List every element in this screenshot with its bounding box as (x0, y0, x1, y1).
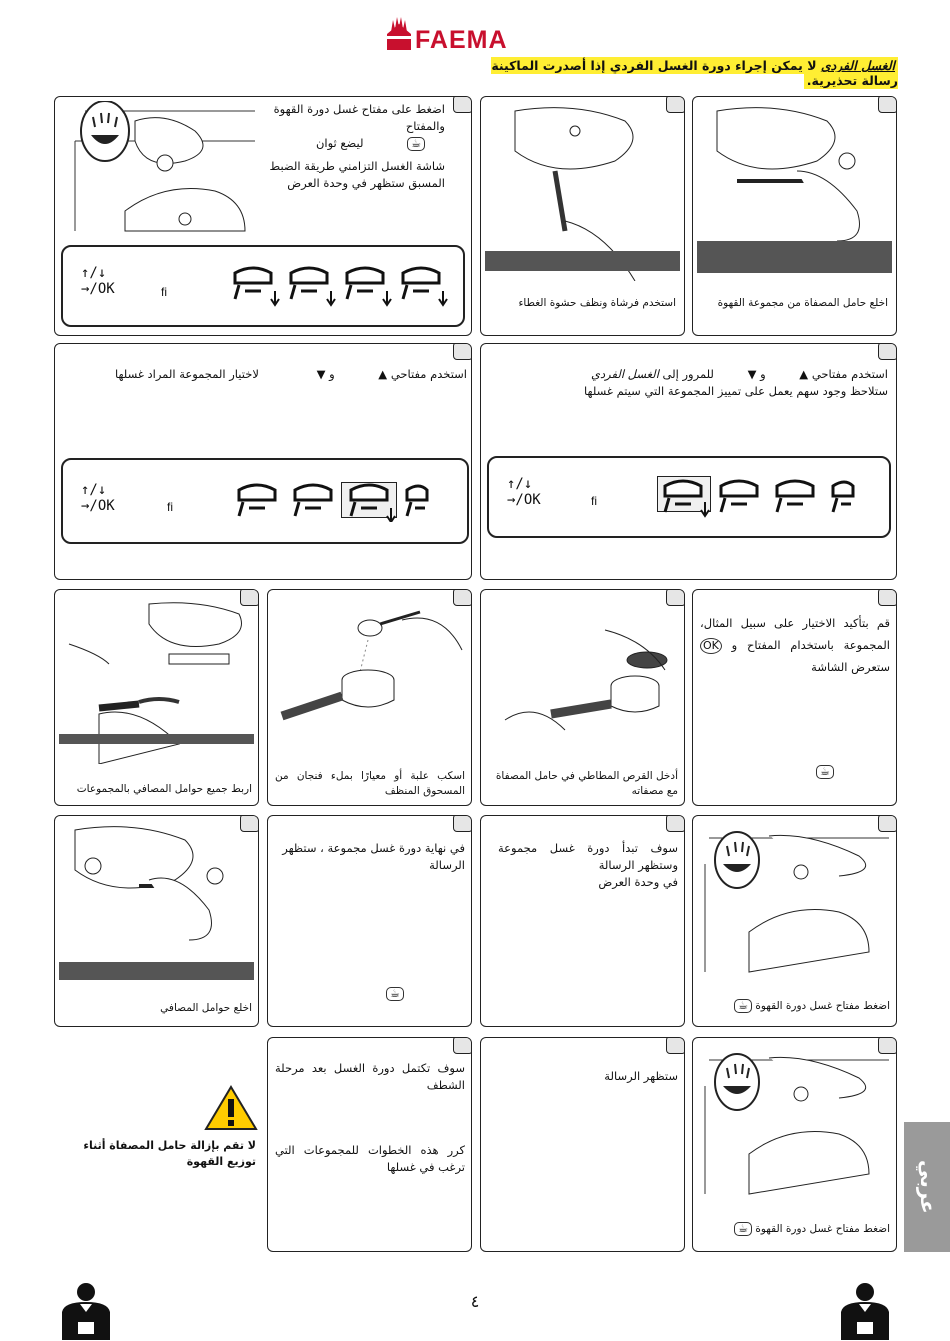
step-7-caption: اسكب علبة أو معيارًا بملء فنجان من المسحوق المنظف (275, 770, 465, 797)
step-panel-3 (692, 96, 897, 336)
step-5-emphasis: الغسل الفردي (591, 367, 659, 381)
ok-key-icon (700, 638, 722, 654)
step-tab (453, 343, 472, 360)
step-tab (878, 589, 897, 606)
machine-key-illustration (65, 101, 255, 241)
lcd-display (61, 245, 465, 327)
wash-key-icon: ☕ (386, 982, 404, 1001)
step-panel-8 (480, 589, 685, 806)
step-panel-1 (54, 96, 472, 336)
step-4-text (67, 366, 467, 383)
step-1-text (245, 101, 445, 192)
arrow-down-icon: ▼ (316, 367, 326, 381)
group-icon (665, 481, 709, 516)
step-panel-15 (267, 1037, 472, 1252)
step-3-caption: اخلع حامل المصفاة من مجموعة القهوة (717, 297, 888, 309)
group-icons-row (235, 482, 435, 522)
lcd-arrows-ok: →/OK (81, 281, 115, 297)
lcd-arrows-ok: →/OK (507, 492, 541, 508)
step-4-text-b: لاختيار المجموعة المراد غسلها (114, 367, 259, 381)
step-16-text: ستظهر الرسالة (604, 1069, 678, 1083)
step-12-line-2: في وحدة العرض (598, 875, 678, 889)
step-17-caption-text: اضغط مفتاح غسل دورة القهوة (755, 1223, 890, 1235)
step-tab (666, 1037, 685, 1054)
warning-title: الغسل الفردي (820, 58, 895, 73)
group-icon (235, 268, 279, 305)
group-icons-row (231, 265, 451, 307)
step-tab (453, 815, 472, 832)
wash-key-icon: ☕ (734, 1222, 752, 1236)
rubber-disc-illustration (485, 600, 680, 750)
arrow-down-icon: ▼ (747, 367, 757, 381)
faema-logo (385, 14, 567, 52)
lcd-fi: fi (591, 494, 597, 508)
intro-warning (452, 58, 898, 88)
portafilter-warning: لا تقم بإزالة حامل المصفاة أثناء توزيع القهوة (83, 1139, 256, 1168)
lcd-display (61, 458, 469, 544)
wash-key-icon: ☕ (816, 760, 834, 779)
brand-name: FAEMA (415, 26, 508, 54)
step-1-line-3: شاشة الغسل التزامني طريقة الضبط المسبق ستظهر في وحدة العرض (269, 159, 445, 190)
step-15-text-2: كرر هذه الخطوات للمجموعات التي ترغب في غسلها (275, 1143, 465, 1174)
lcd-display (487, 456, 891, 538)
step-5-and: و (760, 367, 766, 381)
step-panel-2 (480, 96, 685, 336)
lcd-fi: fi (161, 285, 167, 299)
page-number: ٤ (470, 1292, 480, 1311)
step-13-caption (700, 999, 890, 1014)
step-tab (453, 1037, 472, 1054)
step-2-caption: استخدم فرشاة ونظف حشوة الغطاء (518, 297, 676, 309)
wash-key-icon: ☕ (734, 999, 752, 1013)
lcd-arrows-ok: →/OK (81, 498, 115, 514)
language-tab (904, 1122, 950, 1252)
step-13-caption-text: اضغط مفتاح غسل دورة القهوة (755, 1000, 890, 1012)
wash-key-icon: ☕ (407, 137, 425, 151)
step-5-text-b: للمرور إلى (662, 367, 714, 381)
warning-text: لا يمكن إجراء دورة الغسل الفردي إذا أصدرت الماكينة رسالة تحذيرية. (491, 58, 898, 88)
step-17-caption (700, 1222, 890, 1237)
step-panel-12 (480, 815, 685, 1027)
step-panel-17 (692, 1037, 897, 1252)
step-panel-11 (267, 815, 472, 1027)
brush-cleaning-illustration (485, 101, 680, 281)
language-tab-label: عربي (916, 1160, 940, 1214)
lcd-arrows-up-down: ↑/↓ (507, 476, 533, 492)
step-4-and: و (329, 367, 335, 381)
step-5-text (488, 366, 888, 400)
step-panel-6 (54, 589, 259, 806)
step-panel-16 (480, 1037, 685, 1252)
arrow-up-icon: ▲ (799, 367, 809, 381)
lcd-arrows-up-down: ↑/↓ (81, 482, 107, 498)
barista-icon (835, 1282, 895, 1340)
step-tab (666, 815, 685, 832)
step-12-line-1: سوف تبدأ دورة غسل مجموعة وستظهر الرسالة (498, 841, 678, 872)
step-9-text (700, 612, 890, 678)
step-panel-9 (692, 589, 897, 806)
remove-filter-holders-illustration (59, 820, 254, 990)
step-panel-7 (267, 589, 472, 806)
step-panel-10 (54, 815, 259, 1027)
step-5-text-a: استخدم مفتاحي (811, 367, 888, 381)
remove-filter-holder-illustration (697, 101, 892, 281)
step-6-caption: اربط جميع حوامل المصافي بالمجموعات (76, 783, 252, 795)
step-9-text-2: ستعرض الشاشة (811, 660, 890, 674)
step-4-text-a: استخدم مفتاحي (390, 367, 467, 381)
step-panel-5 (480, 343, 897, 580)
detergent-spoon-illustration (272, 600, 467, 750)
step-12-text (498, 840, 678, 891)
press-wash-key-illustration (699, 822, 889, 982)
step-tab (453, 96, 472, 113)
step-panel-4 (54, 343, 472, 580)
step-tab (878, 343, 897, 360)
step-10-caption: اخلع حوامل المصافي (160, 1002, 252, 1014)
group-icon (239, 485, 275, 516)
step-1-line-1: اضغط على مفتاح غسل دورة القهوة والمفتاح (273, 102, 445, 133)
arrow-up-icon: ▲ (378, 367, 388, 381)
step-9-text-1: قم بتأكيد الاختيار على سبيل المثال، المجموعة باستخدام المفتاح و (700, 616, 891, 652)
step-15-text-1: سوف تكتمل دورة الغسل بعد مرحلة الشطف (275, 1061, 465, 1092)
step-1-line-2: ليضع ثوان (315, 136, 364, 150)
group-icons-row (661, 478, 861, 518)
barista-icon (56, 1282, 116, 1340)
press-wash-key-illustration (699, 1044, 889, 1204)
step-5-text-c: ستلاحظ وجود سهم يعمل على تمييز المجموعة التي سيتم غسلها (584, 384, 888, 398)
attach-filter-holders-illustration (59, 594, 254, 764)
step-panel-13 (692, 815, 897, 1027)
step-11-text: في نهاية دورة غسل مجموعة ، ستظهر الرسالة (282, 841, 465, 872)
lcd-arrows-up-down: ↑/↓ (81, 265, 107, 281)
warning-triangle-icon (204, 1084, 258, 1132)
lcd-fi: fi (167, 500, 173, 514)
step-8-caption: أدخل القرص المطاطي في حامل المصفاة مع مصفاته (495, 770, 678, 797)
ok-key-label: OK (703, 639, 719, 652)
